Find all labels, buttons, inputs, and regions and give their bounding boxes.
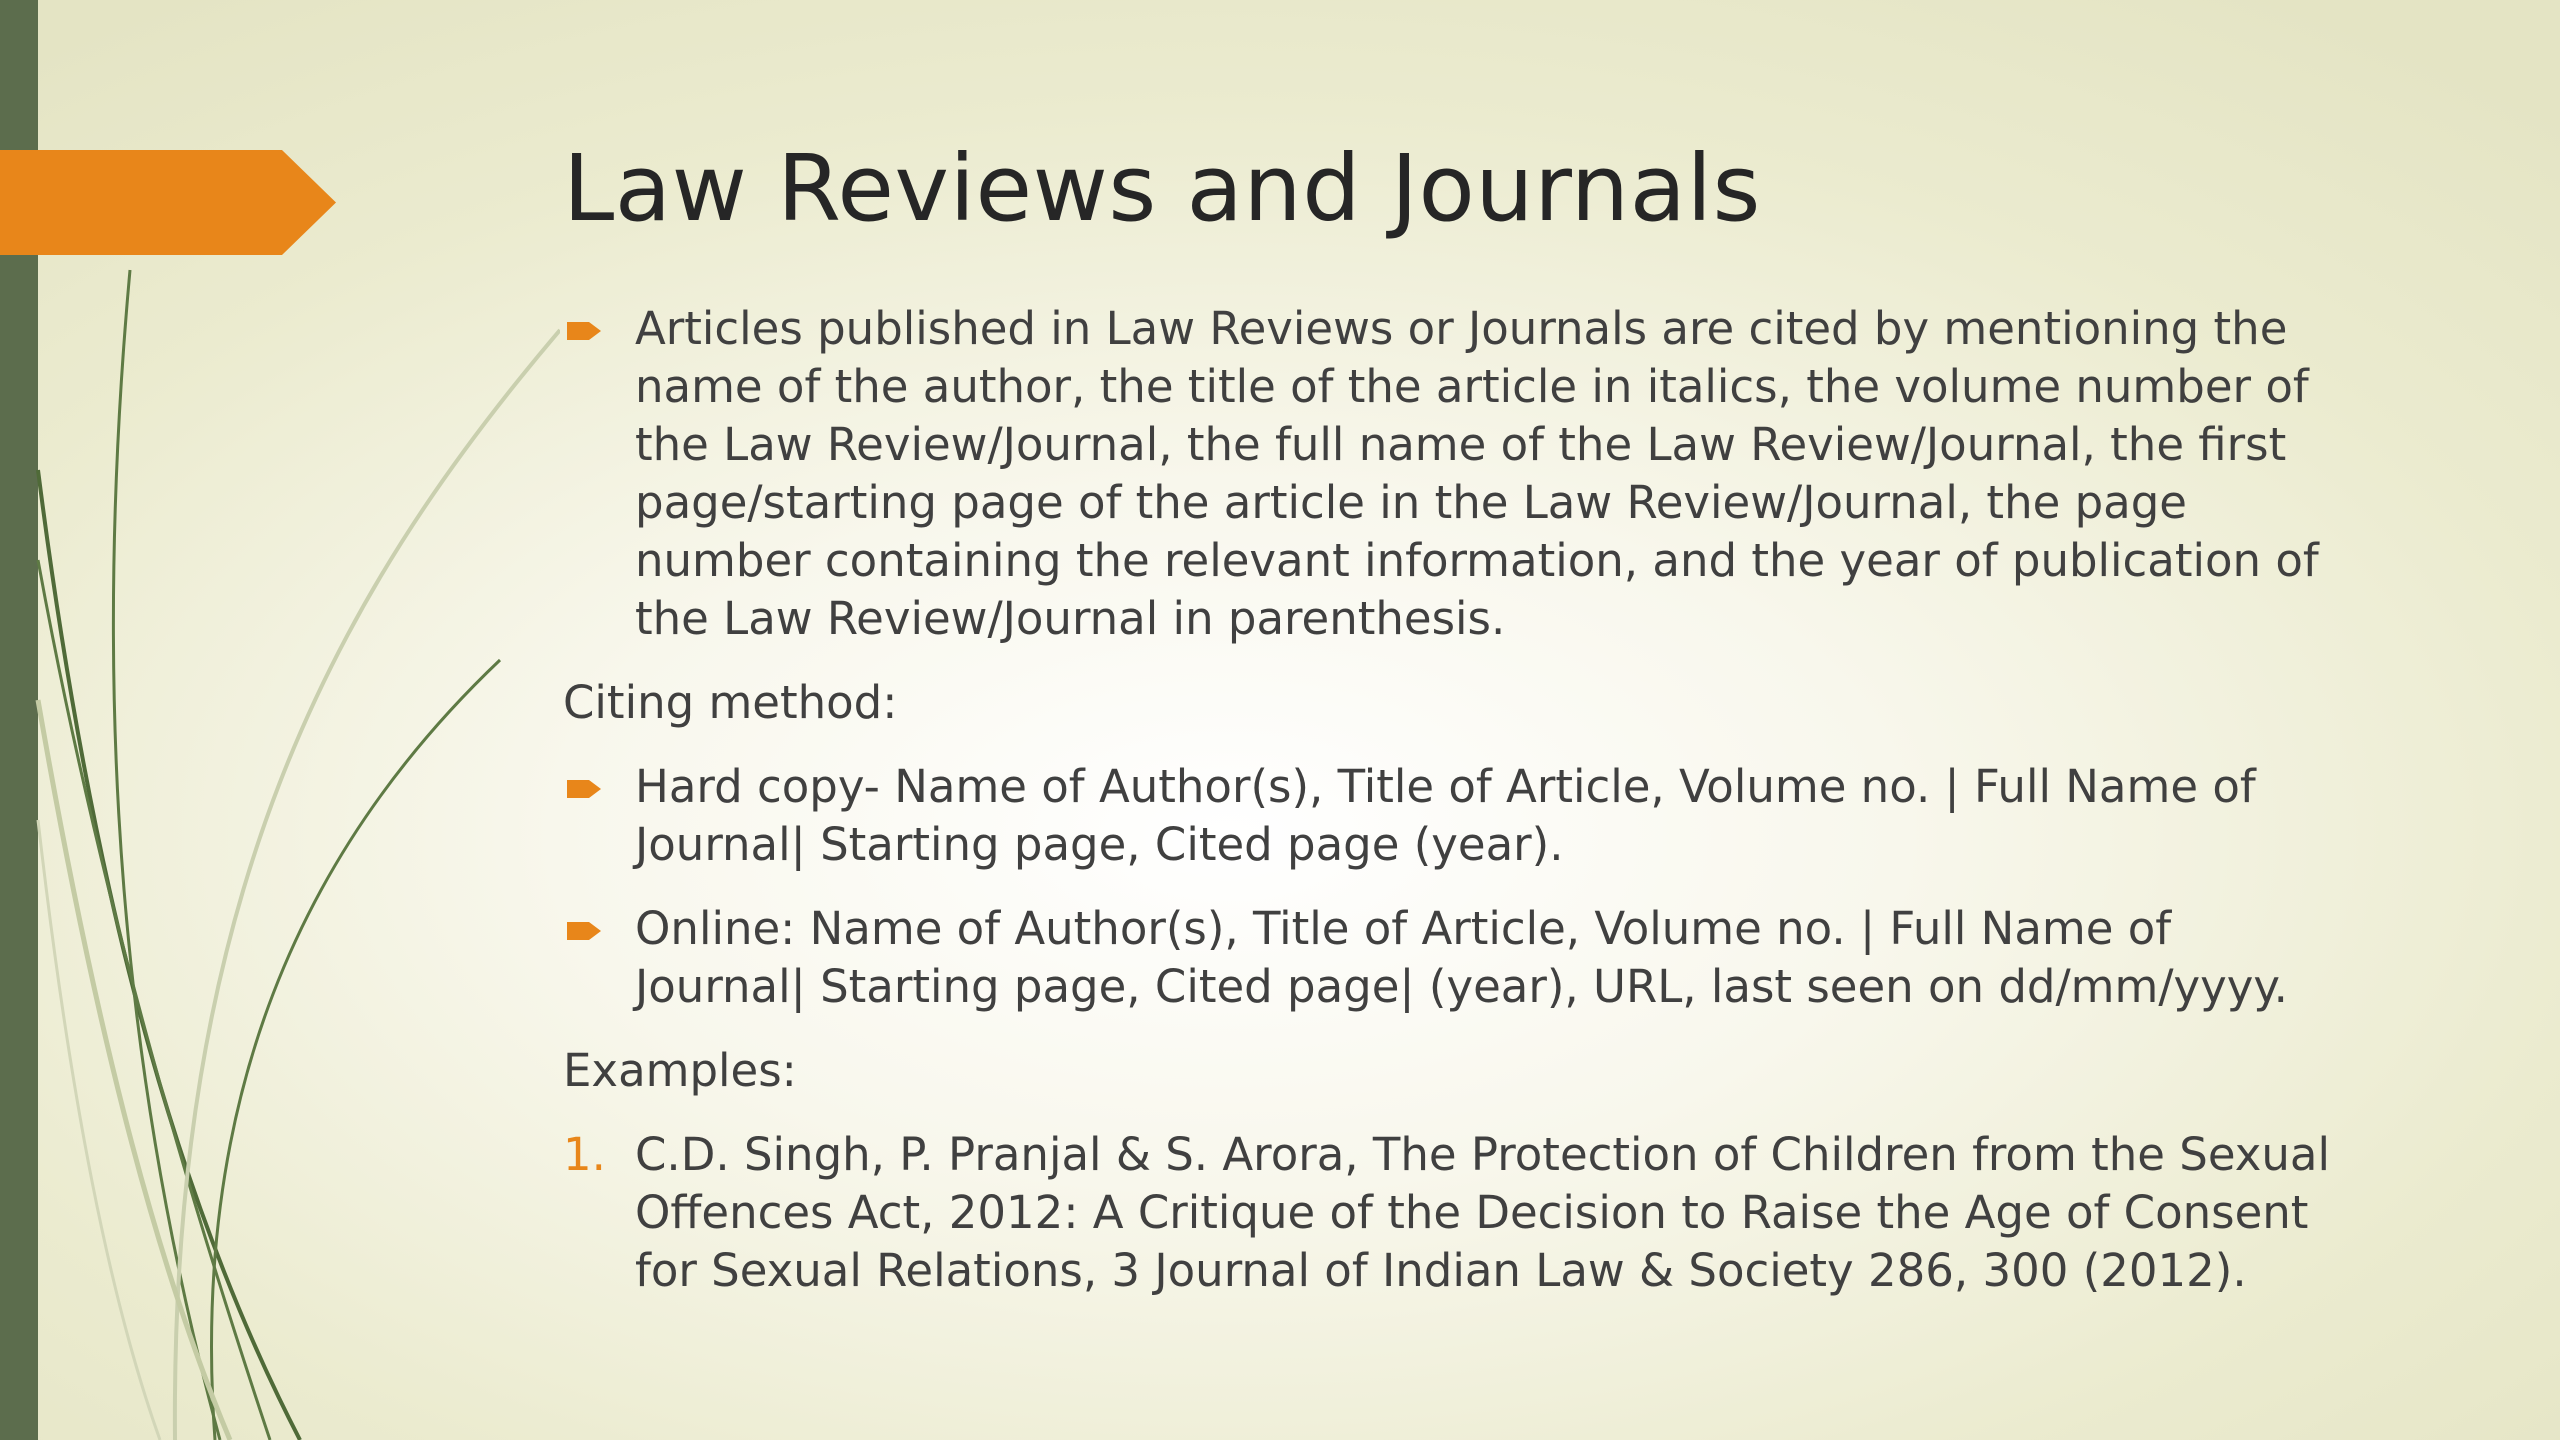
example-line-2: Offences Act, 2012: A Critique of the Decision to Raise the Age of Consent bbox=[635, 1186, 2309, 1239]
hard-copy-line-2: Journal| Starting page, Cited page (year). bbox=[635, 818, 1564, 871]
right-arrow-bullet-icon bbox=[567, 318, 603, 344]
example-line-1: C.D. Singh, P. Pranjal & S. Arora, The Protection of Children from the Sexual bbox=[635, 1128, 2330, 1181]
slide-body bbox=[563, 300, 2413, 1326]
intro-line-5: number containing the relevant information, and the year of publication of bbox=[635, 534, 2319, 587]
intro-line-2: name of the author, the title of the article in italics, the volume number of bbox=[635, 360, 2309, 413]
hard-copy-bullet bbox=[563, 758, 2413, 874]
citing-method-label: Citing method: bbox=[563, 676, 898, 729]
online-line-2: Journal| Starting page, Cited page| (year), URL, last seen on dd/mm/yyyy. bbox=[635, 960, 2288, 1013]
examples-label: Examples: bbox=[563, 1044, 797, 1097]
online-line-1: Online: Name of Author(s), Title of Article, Volume no. | Full Name of bbox=[635, 902, 2172, 955]
list-number: 1. bbox=[563, 1128, 606, 1181]
orange-arrow-tab-icon bbox=[0, 150, 336, 255]
intro-bullet bbox=[563, 300, 2413, 648]
intro-line-1: Articles published in Law Reviews or Journals are cited by mentioning the bbox=[635, 302, 2288, 355]
page-title: Law Reviews and Journals bbox=[563, 135, 1761, 242]
intro-line-4: page/starting page of the article in the Law Review/Journal, the page bbox=[635, 476, 2187, 529]
right-arrow-bullet-icon bbox=[567, 918, 603, 944]
right-arrow-bullet-icon bbox=[567, 776, 603, 802]
hard-copy-line-1: Hard copy- Name of Author(s), Title of Article, Volume no. | Full Name of bbox=[635, 760, 2256, 813]
intro-line-3: the Law Review/Journal, the full name of the Law Review/Journal, the first bbox=[635, 418, 2287, 471]
intro-line-6: the Law Review/Journal in parenthesis. bbox=[635, 592, 1506, 645]
online-bullet bbox=[563, 900, 2413, 1016]
example-line-3: for Sexual Relations, 3 Journal of Indian Law & Society 286, 300 (2012). bbox=[635, 1244, 2247, 1297]
example-item-1 bbox=[563, 1126, 2413, 1300]
